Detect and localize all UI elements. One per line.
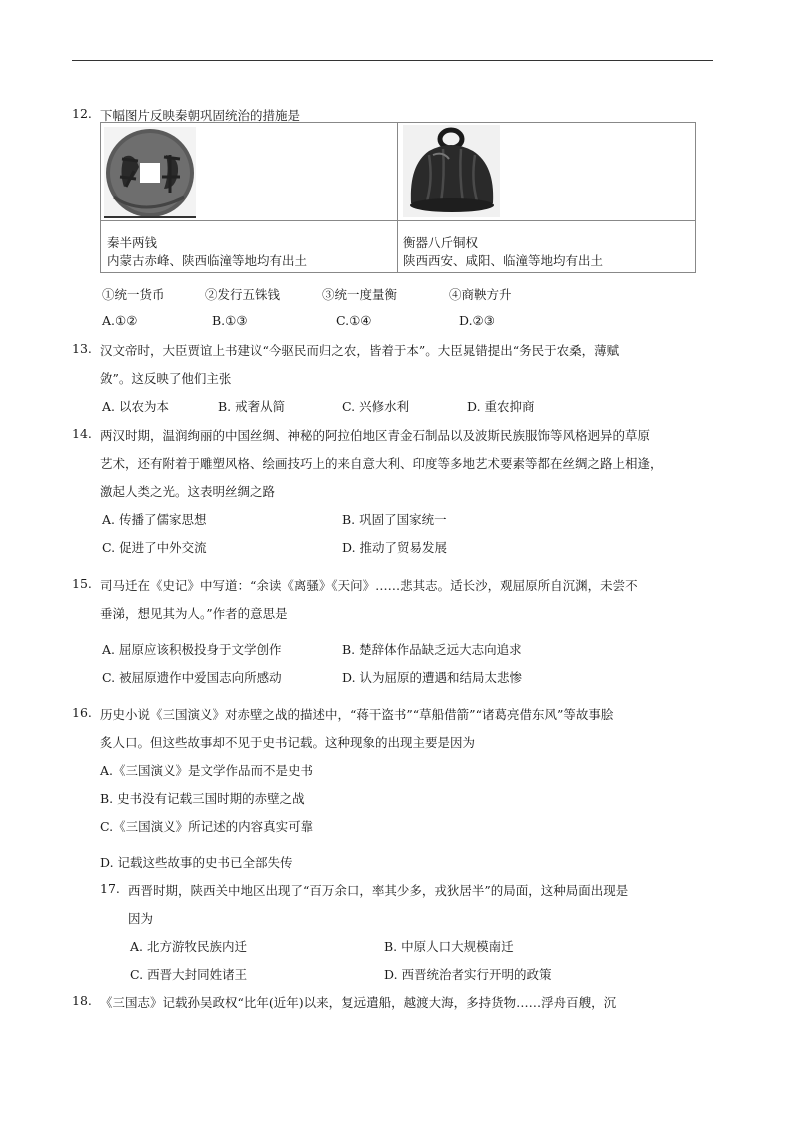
answer-option: D.②③ <box>459 313 495 328</box>
figure-table <box>100 122 696 273</box>
question-stem: 两汉时期，温润绚丽的中国丝绸、神秘的阿拉伯地区青金石制品以及波斯民族服饰等风格迥异的草原 <box>100 428 651 443</box>
question-number: 13. <box>72 341 92 356</box>
answer-option: B. 楚辞体作品缺乏远大志向追求 <box>342 642 522 657</box>
question-stem: 因为 <box>128 911 154 926</box>
header-rule <box>72 60 713 61</box>
answer-option: B.①③ <box>212 313 248 328</box>
answer-option: B. 戒奢从简 <box>218 399 286 414</box>
answer-option: C.《三国演义》所记述的内容真实可靠 <box>100 819 314 834</box>
answer-option: D. 西晋统治者实行开明的政策 <box>384 967 552 982</box>
answer-option: A. 传播了儒家思想 <box>102 512 207 527</box>
answer-option: C.①④ <box>336 313 372 328</box>
question-stem: 艺术，还有附着于雕塑风格、绘画技巧上的来自意大利、印度等多地艺术要素等都在丝绸之路上相逢， <box>100 456 663 471</box>
question-stem: 炙人口。但这些故事却不见于史书记载。这种现象的出现主要是因为 <box>100 735 476 750</box>
answer-option: D. 记载这些故事的史书已全部失传 <box>100 855 293 870</box>
answer-option: A.①② <box>102 313 138 328</box>
question-number: 15. <box>72 576 92 591</box>
answer-option: C. 西晋大封同姓诸王 <box>130 967 248 982</box>
answer-option: D. 认为屈原的遭遇和结局太悲惨 <box>342 670 523 685</box>
answer-option: C. 促进了中外交流 <box>102 540 207 555</box>
question-stem: 西晋时期，陕西关中地区出现了“百万余口，率其少多，戎狄居半”的局面，这种局面出现是 <box>128 883 629 898</box>
question-stem: 《三国志》记载孙吴政权“比年(近年)以来，复远遣船，越渡大海，多持货物……浮舟百艘，沉 <box>100 995 617 1010</box>
question-stem: 历史小说《三国演义》对赤壁之战的描述中，“蒋干盗书”“草船借箭”“诸葛亮借东风”等故事脍 <box>100 707 614 722</box>
answer-option: D. 重农抑商 <box>467 399 535 414</box>
question-number: 12. <box>72 106 92 121</box>
figure-left-title: 秦半两钱 <box>107 235 158 250</box>
question-stem: 司马迁在《史记》中写道：“余读《离骚》《天问》……悲其志。适长沙，观屈原所自沉渊，未尝不 <box>100 578 638 593</box>
question-number: 17. <box>100 881 120 896</box>
table-divider <box>101 220 695 221</box>
answer-option: C. 兴修水利 <box>342 399 410 414</box>
answer-option: A. 屈原应该积极投身于文学创作 <box>102 642 282 657</box>
figure-right-title: 衡器八斤铜权 <box>403 235 479 250</box>
answer-option: B. 巩固了国家统一 <box>342 512 447 527</box>
choice-item: ①统一货币 <box>102 287 165 302</box>
answer-option: C. 被屈原遗作中爱国志向所感动 <box>102 670 282 685</box>
choice-item: ④商鞅方升 <box>449 287 512 302</box>
question-number: 14. <box>72 426 92 441</box>
figure-right-desc: 陕西西安、咸阳、临潼等地均有出土 <box>403 253 604 268</box>
ban-liang-coin-image <box>104 127 196 218</box>
table-divider <box>397 123 398 272</box>
answer-option: D. 推动了贸易发展 <box>342 540 448 555</box>
question-number: 16. <box>72 705 92 720</box>
question-stem: 垂涕，想见其为人。”作者的意思是 <box>100 606 288 621</box>
question-stem: 敛”。这反映了他们主张 <box>100 371 232 386</box>
figure-left-desc: 内蒙古赤峰、陕西临潼等地均有出土 <box>107 253 308 268</box>
bronze-weight-image <box>403 125 500 217</box>
choice-item: ③统一度量衡 <box>322 287 398 302</box>
answer-option: A. 以农为本 <box>102 399 169 414</box>
question-stem: 汉文帝时，大臣贾谊上书建议“今驱民而归之农，皆着于本”。大臣晁错提出“务民于农桑，薄赋 <box>100 343 620 358</box>
answer-option: A. 北方游牧民族内迁 <box>130 939 247 954</box>
question-number: 18. <box>72 993 92 1008</box>
question-stem: 激起人类之光。这表明丝绸之路 <box>100 484 276 499</box>
choice-item: ②发行五铢钱 <box>205 287 281 302</box>
question-stem: 下幅图片反映秦朝巩固统治的措施是 <box>100 108 301 123</box>
answer-option: B. 中原人口大规模南迁 <box>384 939 514 954</box>
answer-option: B. 史书没有记载三国时期的赤壁之战 <box>100 791 305 806</box>
answer-option: A.《三国演义》是文学作品而不是史书 <box>100 763 314 778</box>
